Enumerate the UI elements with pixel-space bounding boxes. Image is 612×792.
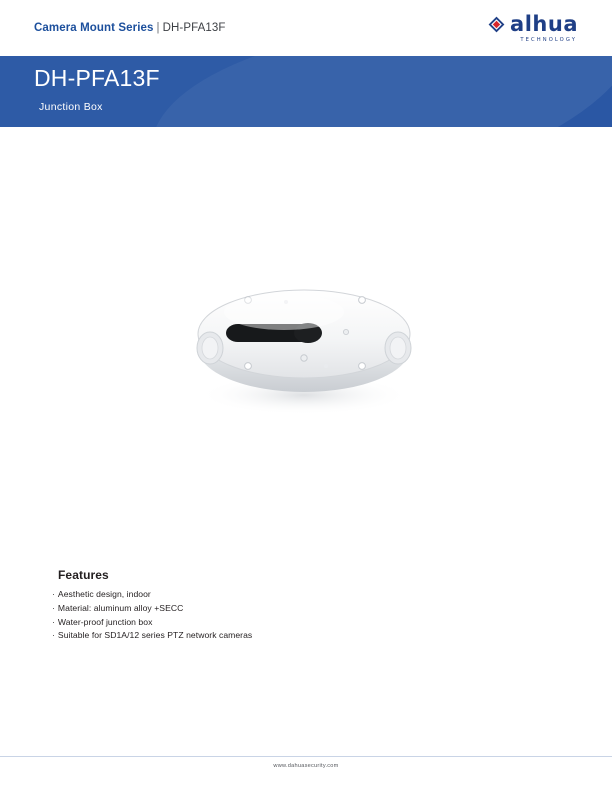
features-heading: Features [58, 568, 109, 582]
dahua-mark-icon [488, 16, 505, 33]
feature-list-item [52, 588, 512, 602]
feature-text: Suitable for SD1A/12 series PTZ network cameras [57, 630, 253, 641]
logo-tagline: TECHNOLOGY [520, 37, 577, 44]
dahua-logo [488, 14, 578, 43]
breadcrumb-series[interactable]: Camera Mount Series [34, 22, 154, 34]
logo-wordmark: alhua [510, 12, 578, 37]
page-title: DH-PFA13F [34, 65, 160, 91]
breadcrumb-model: DH-PFA13F [162, 22, 226, 34]
feature-list-item [52, 629, 512, 643]
bullet-icon: · [52, 589, 55, 599]
feature-list-item [52, 616, 512, 630]
product-image-area [0, 127, 612, 557]
feature-text: Aesthetic design, indoor [57, 589, 151, 599]
bullet-icon: · [52, 630, 55, 641]
feature-text: Material: aluminum alloy +SECC [57, 602, 184, 613]
product-title-band [0, 56, 612, 127]
page-footer [0, 756, 612, 792]
features-section [52, 568, 512, 643]
bullet-icon: · [52, 602, 55, 613]
footer-website[interactable]: www.dahuasecurity.com [273, 763, 339, 769]
page-header [0, 0, 612, 56]
logo-row [488, 14, 578, 35]
bullet-icon: · [52, 616, 55, 627]
feature-list-item [52, 602, 512, 616]
page-subtitle: Junction Box [39, 101, 103, 113]
breadcrumb-separator: | [156, 22, 160, 34]
junction-box-product-image [176, 262, 436, 422]
breadcrumb [34, 22, 225, 34]
footer-divider [0, 756, 612, 757]
feature-text: Water-proof junction box [57, 616, 153, 627]
